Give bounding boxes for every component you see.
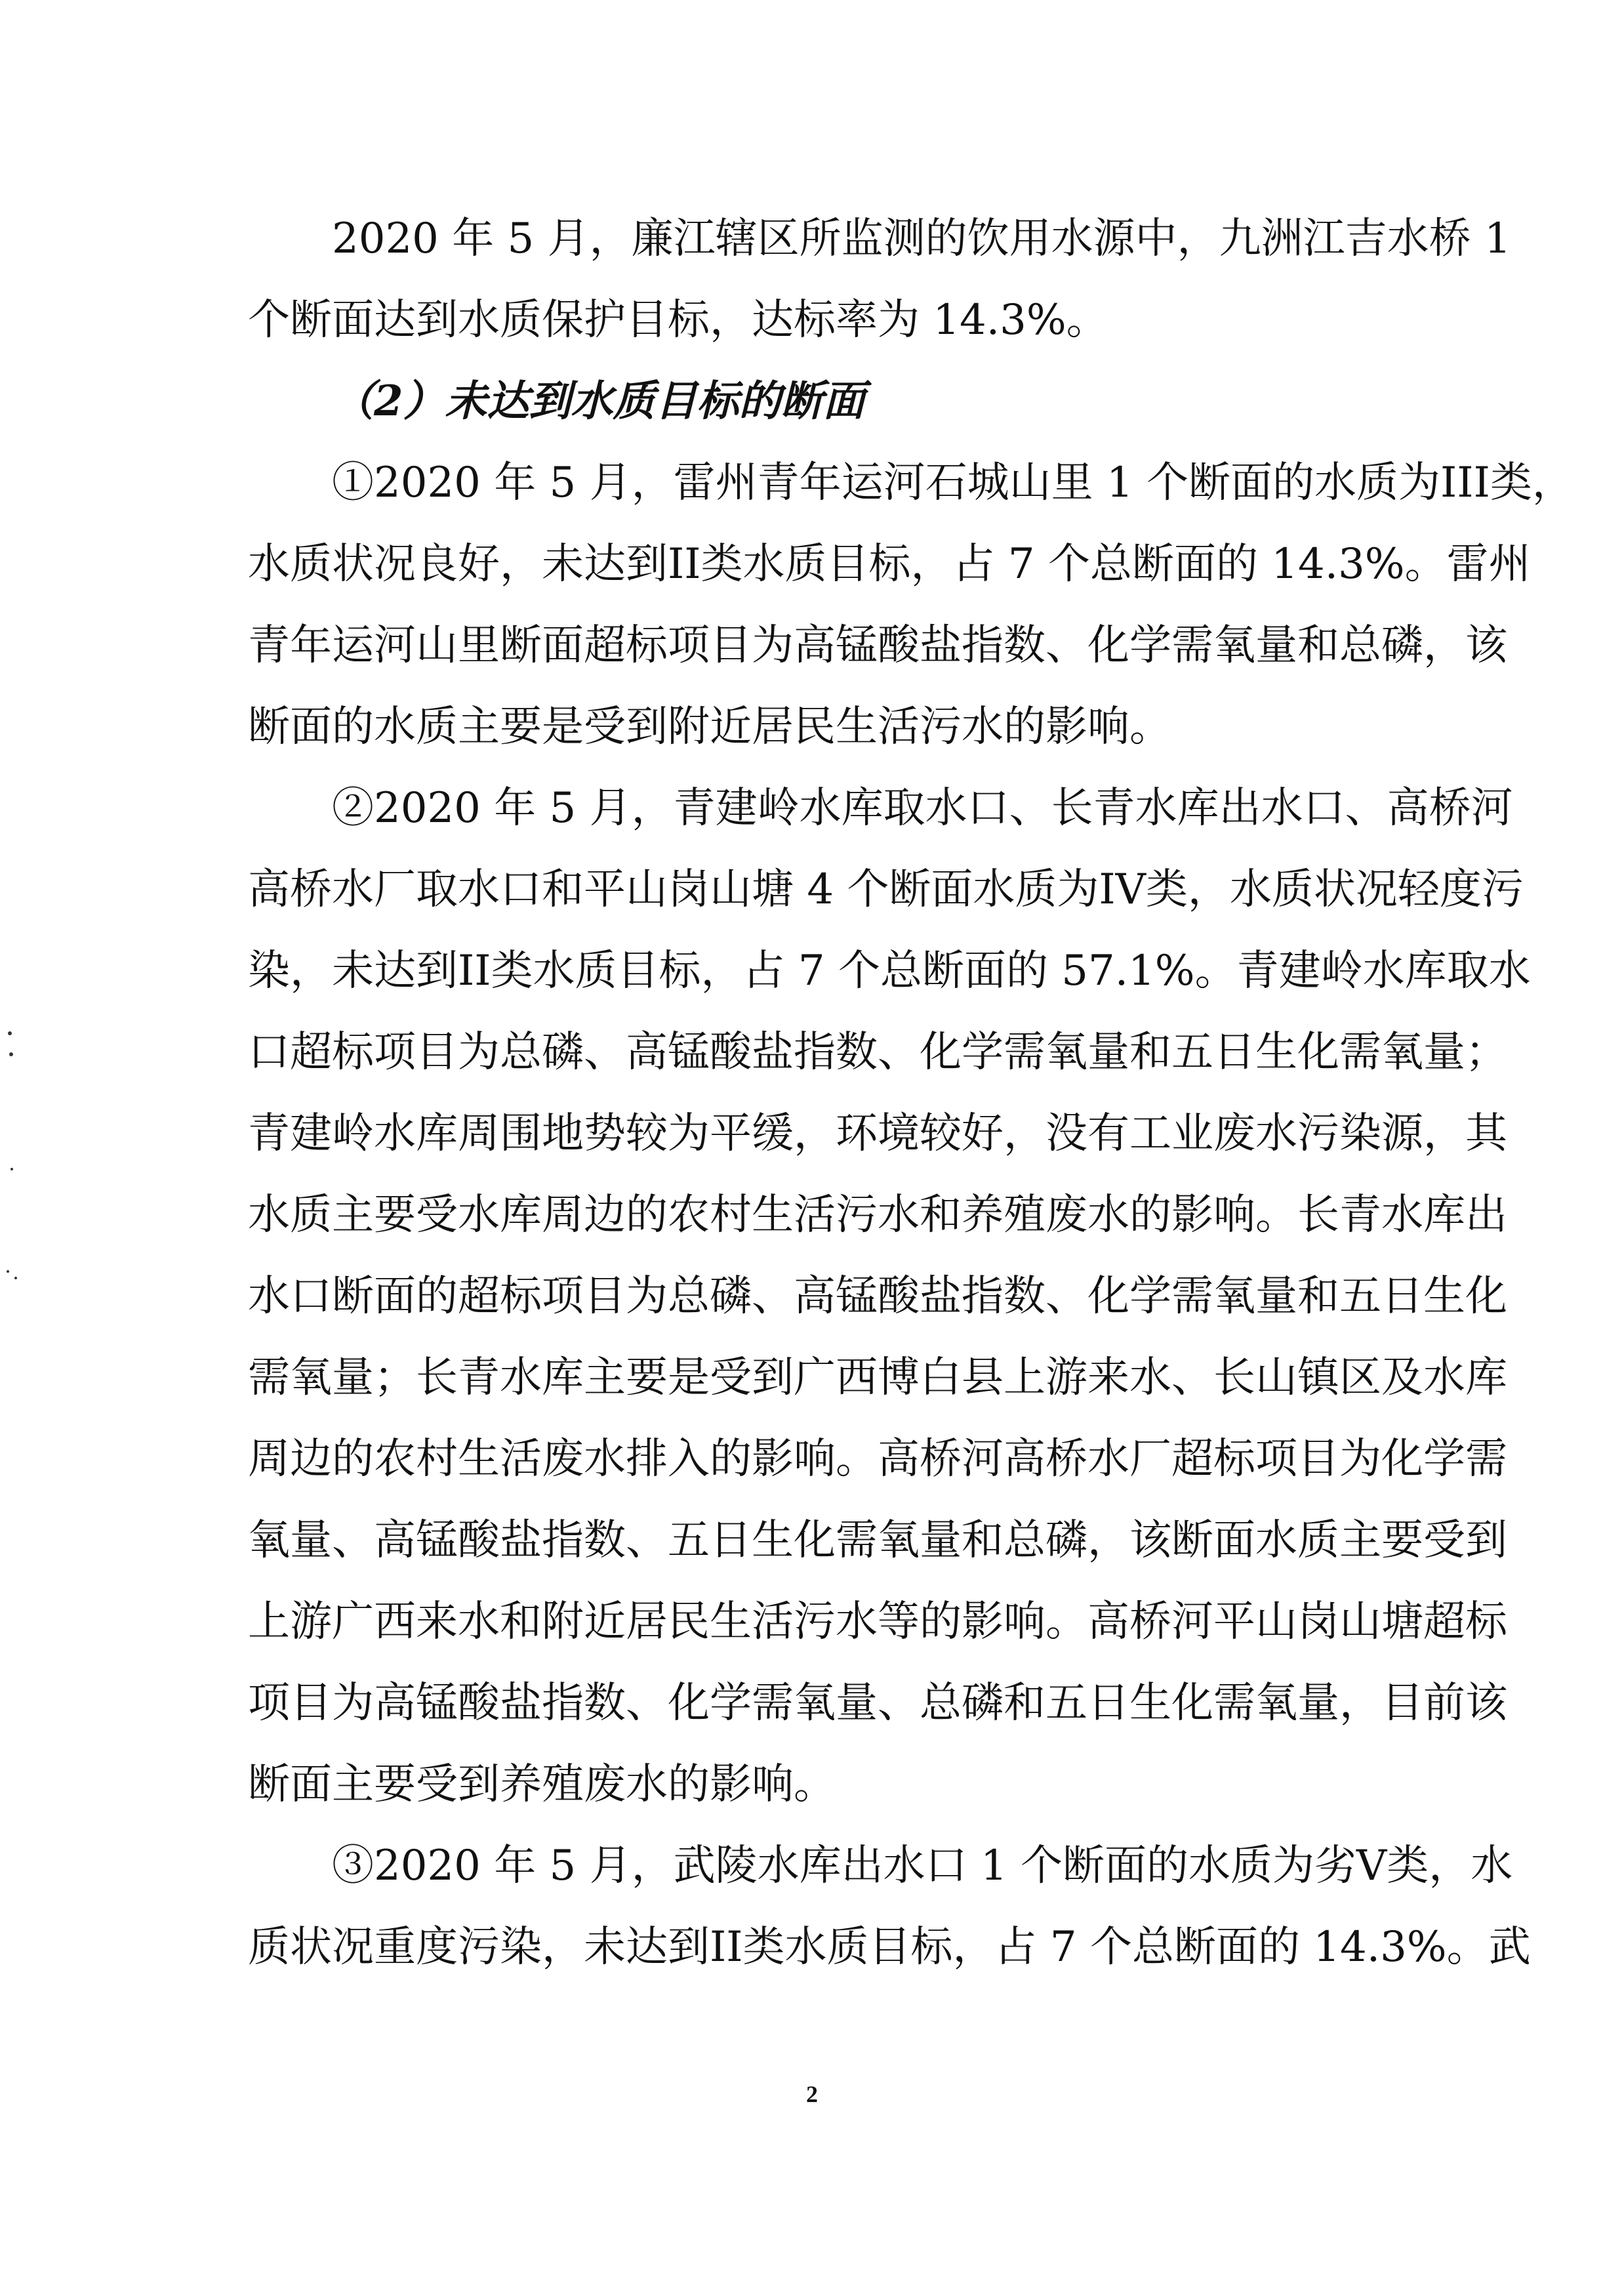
- scan-artifact-mark: [10, 1168, 13, 1170]
- item-3-line-1: ③2020 年 5 月，武陵水库出水口 1 个断面的水质为劣V类，水: [332, 1842, 1513, 1890]
- item-2-line-4: 口超标项目为总磷、高锰酸盐指数、化学需氧量和五日生化需氧量；: [248, 1028, 1507, 1077]
- item-2-line-11: 上游广西来水和附近居民生活污水等的影响。高桥河平山岗山塘超标: [248, 1598, 1507, 1646]
- section-heading: （2）未达到水质目标的断面: [332, 377, 865, 426]
- item-2-line-5: 青建岭水库周围地势较为平缓，环境较好，没有工业废水污染源，其: [248, 1109, 1507, 1158]
- page-number: 2: [806, 2081, 818, 2107]
- item-2-line-12: 项目为高锰酸盐指数、化学需氧量、总磷和五日生化需氧量，目前该: [248, 1679, 1507, 1727]
- item-3-line-2: 质状况重度污染，未达到II类水质目标，占 7 个总断面的 14.3%。武: [248, 1923, 1531, 1971]
- paragraph-1-line-2: 个断面达到水质保护目标，达标率为 14.3%。: [248, 296, 1108, 344]
- item-2-line-9: 周边的农村生活废水排入的影响。高桥河高桥水厂超标项目为化学需: [248, 1435, 1507, 1483]
- paragraph-1-line-1: 2020 年 5 月，廉江辖区所监测的饮用水源中，九洲江吉水桥 1: [332, 215, 1511, 263]
- item-1-line-1: ①2020 年 5 月，雷州青年运河石城山里 1 个断面的水质为III类，: [332, 459, 1574, 507]
- item-2-line-6: 水质主要受水库周边的农村生活污水和养殖废水的影响。长青水库出: [248, 1191, 1507, 1239]
- item-1-line-4: 断面的水质主要是受到附近居民生活污水的影响。: [248, 703, 1171, 751]
- item-2-line-13: 断面主要受到养殖废水的影响。: [248, 1760, 836, 1809]
- item-2-line-8: 需氧量；长青水库主要是受到广西博白县上游来水、长山镇区及水库: [248, 1353, 1507, 1402]
- item-2-line-7: 水口断面的超标项目为总磷、高锰酸盐指数、化学需氧量和五日生化: [248, 1272, 1507, 1321]
- item-2-line-2: 高桥水厂取水口和平山岗山塘 4 个断面水质为IV类，水质状况轻度污: [248, 865, 1524, 914]
- scan-artifact-mark: [7, 1270, 9, 1273]
- item-1-line-3: 青年运河山里断面超标项目为高锰酸盐指数、化学需氧量和总磷，该: [248, 621, 1507, 670]
- scan-artifact-mark: [9, 1052, 13, 1056]
- item-1-line-2: 水质状况良好，未达到II类水质目标，占 7 个总断面的 14.3%。雷州: [248, 540, 1531, 588]
- item-2-line-1: ②2020 年 5 月，青建岭水库取水口、长青水库出水口、高桥河: [332, 784, 1513, 833]
- scan-artifact-mark: [14, 1277, 17, 1279]
- scan-artifact-mark: [8, 1031, 12, 1035]
- item-2-line-10: 氧量、高锰酸盐指数、五日生化需氧量和总磷，该断面水质主要受到: [248, 1516, 1507, 1565]
- item-2-line-3: 染，未达到II类水质目标，占 7 个总断面的 57.1%。青建岭水库取水: [248, 947, 1531, 995]
